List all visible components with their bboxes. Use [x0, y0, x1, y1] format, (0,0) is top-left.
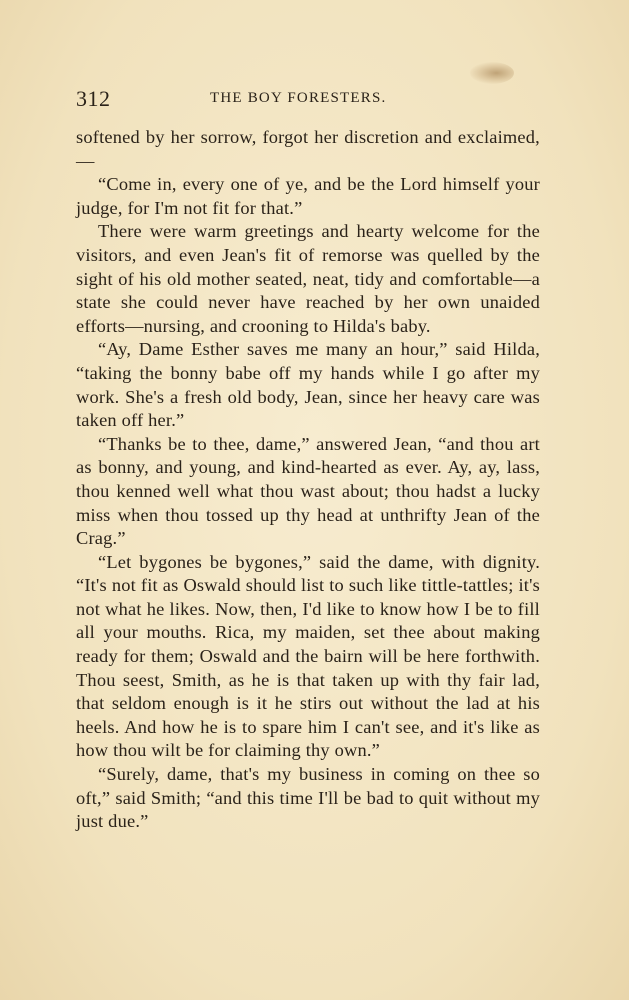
- paragraph: softened by her sorrow, forgot her discretion and exclaimed,—: [76, 127, 540, 171]
- running-head: THE BOY FORESTERS.: [210, 90, 387, 106]
- paragraph: “Let bygones be bygones,” said the dame, with dignity. “It's not fit as Oswald should list to such like tittle-tattles; it's not what he likes. Now, then, I'd like to know how I be to fill all your mouths. Rica, my maiden, set thee about making ready for them; Oswald and the bairn will be here forthwith. Thou seest, Smith, as he is that taken up with thy fair lad, that seldom enough is it he stirs out without the lad at his heels. And how he is to spare him I can't see, and it's like as how thou wilt be for claiming thy own.”: [76, 551, 540, 761]
- paragraph: “Ay, Dame Esther saves me many an hour,” said Hilda, “taking the bonny babe off my hands while I go after my work. She's a fresh old body, Jean, since her heavy care was taken off her.”: [76, 339, 540, 431]
- paragraph: “Thanks be to thee, dame,” answered Jean, “and thou art as bonny, and young, and kind-hearted as ever. Ay, ay, lass, thou kenned well what thou wast about; thou hadst a lucky miss when thou tossed up thy head at unthrifty Jean of the Crag.”: [76, 433, 540, 549]
- paragraph: “Surely, dame, that's my business in coming on thee so oft,” said Smith; “and this time I'll be bad to quit without my just due.”: [76, 764, 540, 832]
- paragraph: There were warm greetings and hearty welcome for the visitors, and even Jean's fit of remorse was quelled by the sight of his old mother seated, neat, tidy and comfortable—a state she could never have reached by her own unaided efforts—nursing, and crooning to Hilda's baby.: [76, 221, 540, 336]
- body-text: [76, 126, 540, 834]
- book-page: [76, 80, 540, 834]
- page-header: [76, 80, 540, 120]
- page-number: 312: [76, 86, 111, 111]
- paragraph: “Come in, every one of ye, and be the Lord himself your judge, for I'm not fit for that.”: [76, 174, 540, 218]
